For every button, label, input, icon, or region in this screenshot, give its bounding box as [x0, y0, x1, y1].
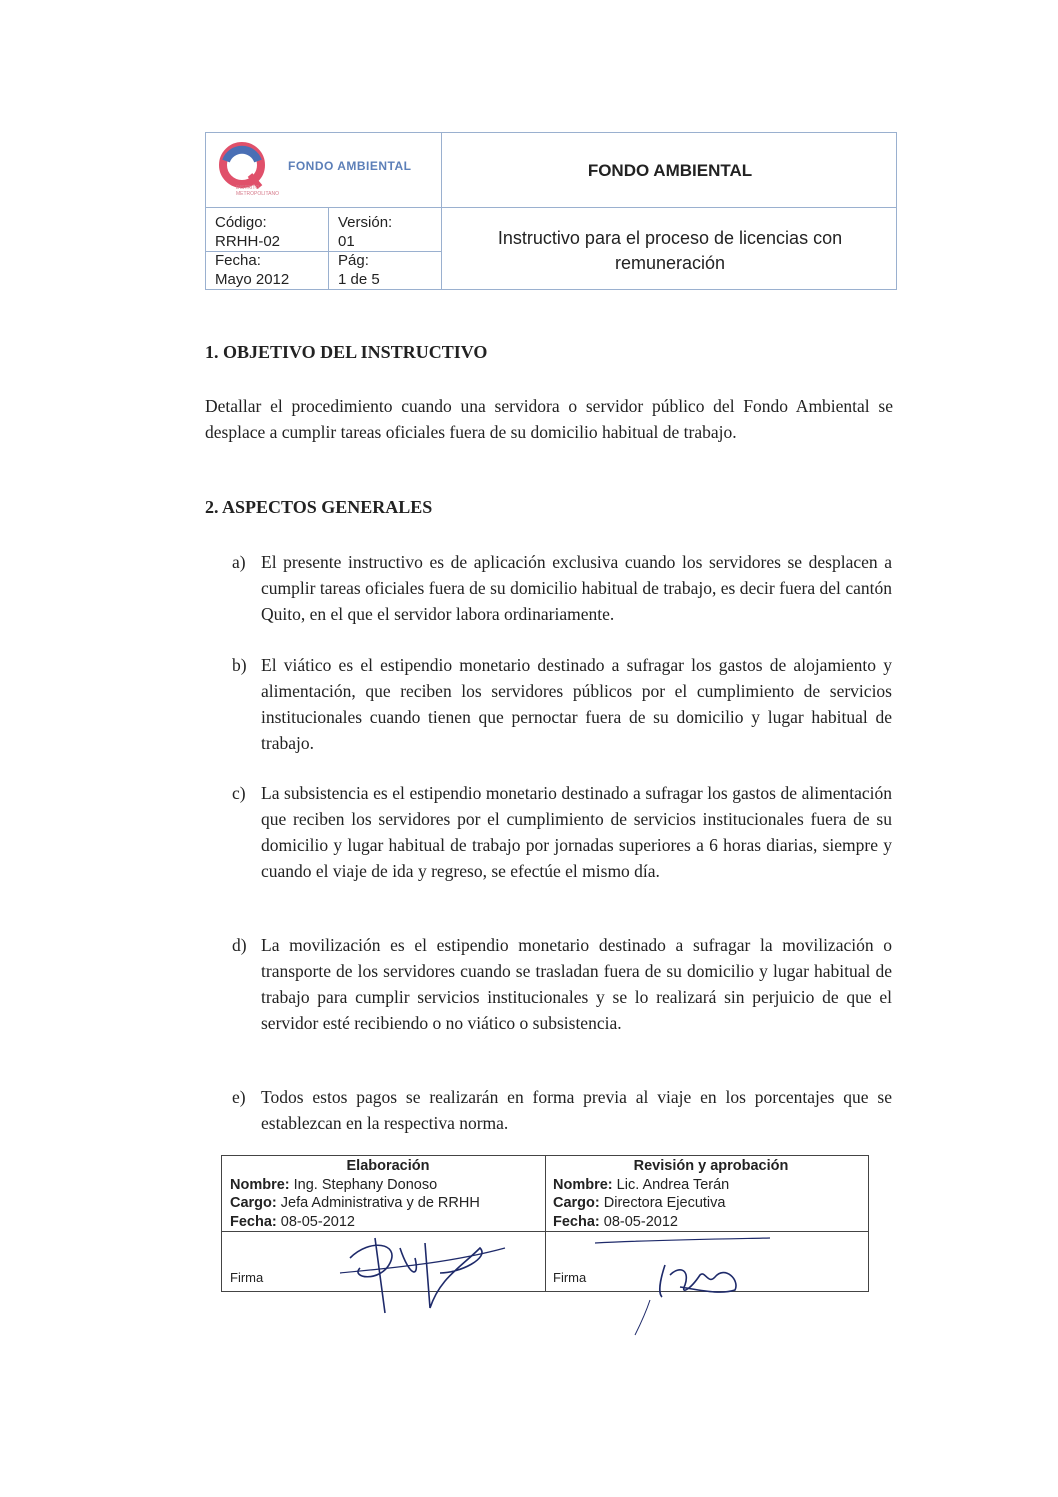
version-label: Versión:	[338, 214, 393, 231]
section-paragraph-objetivo: Detallar el procedimiento cuando una servidora o servidor público del Fondo Ambiental se desplace a cumplir tareas oficiales fuera de su domicilio habitual de trabajo.	[205, 396, 893, 442]
header-divider	[206, 207, 896, 208]
list-item-text: La movilización es el estipendio monetario destinado a sufragar la movilización o transporte de los servidores cuando se trasladan fuera de su domicilio y lugar habitual de trabajo para cumplir servicios institucionales y se lo realizará sin perjuicio de que el servidor esté recibiendo o no viático o subsistencia.	[261, 935, 892, 1033]
version-value: 01	[338, 233, 355, 250]
revision-column	[553, 1157, 869, 1231]
handwritten-signature-icon	[330, 1218, 510, 1318]
firma-label: Firma	[553, 1270, 587, 1285]
list-item	[232, 652, 892, 756]
elaboracion-nombre	[230, 1176, 546, 1195]
revision-cargo	[553, 1194, 869, 1213]
list-item-label: d)	[232, 935, 247, 955]
list-item-label: c)	[232, 783, 246, 803]
nombre-label: Nombre:	[553, 1176, 613, 1193]
codigo-label: Código:	[215, 214, 267, 231]
list-item-text: La subsistencia es el estipendio monetario destinado a sufragar los gastos de alimentación que reciben los servidores por el cumplimiento de servicios institucionales fuera de su domicilio y lugar habitual de trabajo por jornadas superiores a 6 horas diarias, siempre y cuando el viaje de ida y regreso, se efectúe el mismo día.	[261, 783, 892, 881]
section-heading-aspectos: 2. ASPECTOS GENERALES	[205, 497, 433, 517]
list-item	[232, 549, 892, 627]
pag-value: 1 de 5	[338, 271, 380, 288]
list-item	[232, 780, 892, 884]
nombre-label: Nombre:	[230, 1176, 290, 1193]
revision-heading: Revisión y aprobación	[633, 1158, 789, 1174]
fecha-value: 08-05-2012	[276, 1213, 355, 1230]
codigo-cell	[215, 213, 280, 251]
list-item-text: El presente instructivo es de aplicación exclusiva cuando los servidores se desplacen a cumplir tareas oficiales fuera de su domicilio habitual de trabajo, es decir fuera del cantón Quito, en el que el servidor labora ordinariamente.	[261, 552, 892, 624]
fecha-value: Mayo 2012	[215, 271, 290, 288]
fecha-label: Fecha:	[215, 252, 261, 269]
fecha-label: Fecha:	[553, 1213, 600, 1230]
firma-label: Firma	[230, 1270, 264, 1285]
nombre-value: Ing. Stephany Donoso	[289, 1176, 438, 1193]
elaboracion-cargo	[230, 1194, 546, 1213]
cargo-label: Cargo:	[230, 1195, 277, 1211]
revision-fecha	[553, 1213, 869, 1232]
handwritten-signature-icon	[590, 1235, 790, 1340]
document-subtitle: Instructivo para el proceso de licencias con remuneración	[497, 228, 843, 273]
list-item	[232, 1084, 892, 1136]
list-item-text: El viático es el estipendio monetario destinado a sufragar los gastos de alojamiento y alimentación, que reciben los servidores públicos por el cumplimiento de servicios institucionales cuando tienen que pernoctar fuera de su domicilio y lugar habitual de trabajo.	[261, 655, 892, 753]
list-item-label: e)	[232, 1087, 246, 1107]
nombre-value: Lic. Andrea Terán	[612, 1176, 730, 1193]
pag-cell	[338, 251, 380, 289]
pag-label: Pág:	[338, 252, 369, 269]
header-divider	[328, 207, 329, 289]
revision-nombre	[553, 1176, 869, 1195]
fecha-label: Fecha:	[230, 1213, 277, 1230]
logo-text: FONDO AMBIENTAL	[288, 159, 412, 173]
list-item	[232, 932, 892, 1036]
document-header-table	[205, 132, 897, 290]
cargo-label: Cargo:	[553, 1195, 600, 1211]
header-title: FONDO AMBIENTAL	[587, 161, 753, 180]
list-item-label: a)	[232, 552, 246, 572]
list-item-label: b)	[232, 655, 247, 675]
section-heading-objetivo: 1. OBJETIVO DEL INSTRUCTIVO	[205, 342, 488, 362]
fecha-cell	[215, 251, 289, 289]
logo-subtext: DISTRITO METROPOLITANO	[236, 185, 279, 197]
fecha-value: 08-05-2012	[599, 1213, 678, 1230]
header-divider	[441, 133, 442, 289]
table-divider	[222, 1231, 868, 1232]
cargo-value: Directora Ejecutiva	[599, 1195, 726, 1211]
list-item-text: Todos estos pagos se realizarán en forma previa al viaje en los porcentajes que se establezcan en la respectiva norma.	[261, 1087, 892, 1133]
version-cell	[338, 213, 392, 251]
cargo-value: Jefa Administrativa y de RRHH	[276, 1195, 480, 1211]
codigo-value: RRHH-02	[215, 233, 281, 250]
elaboracion-heading: Elaboración	[346, 1158, 430, 1174]
